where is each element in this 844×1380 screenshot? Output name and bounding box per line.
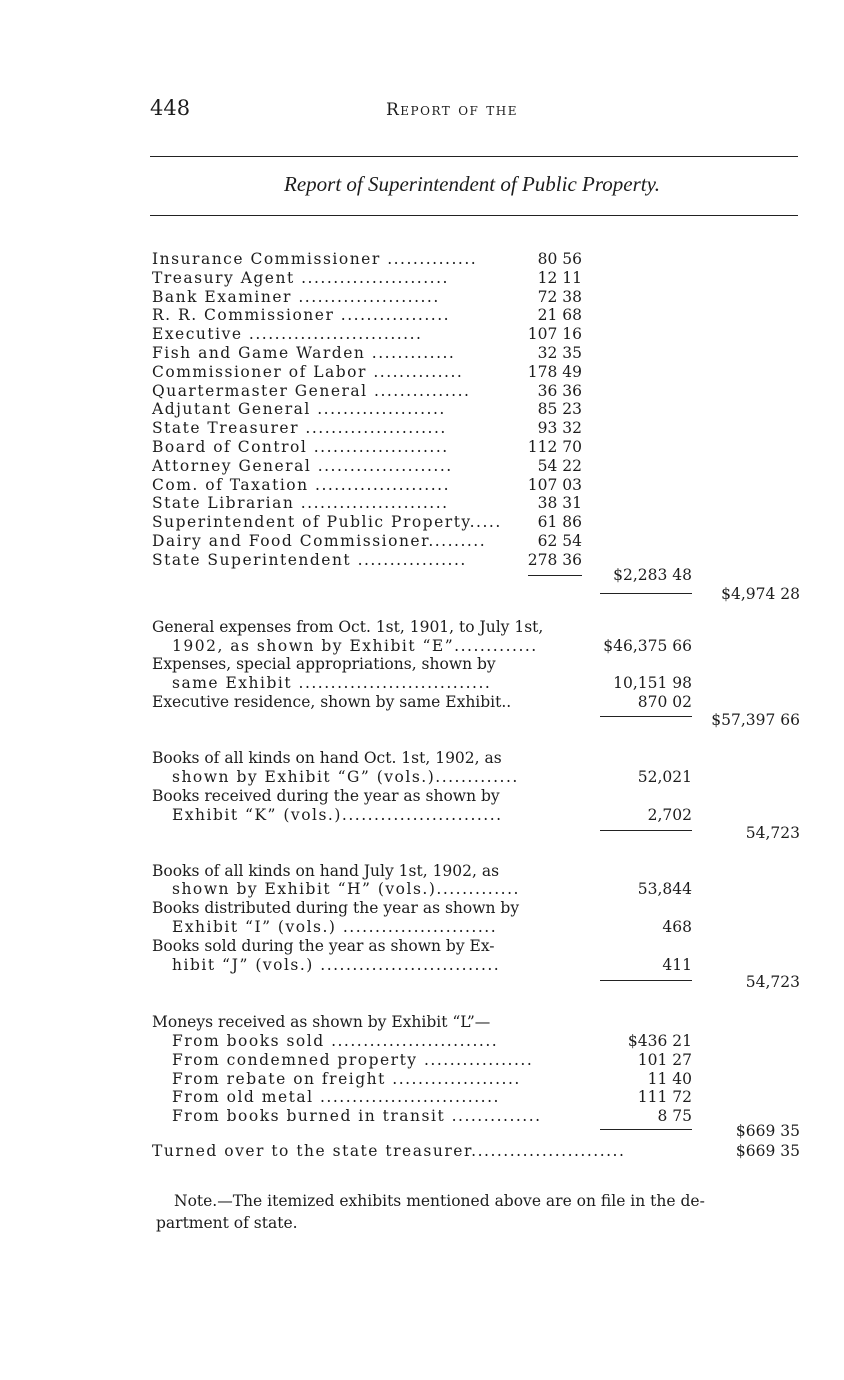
books-on-hand-line-2: shown by Exhibit “G” (vols.)............. 52,021: [172, 768, 692, 786]
department-label: Attorney General .....................: [152, 456, 453, 475]
department-amount: 112 70: [527, 438, 582, 456]
books-on-hand-amount-1: 52,021: [637, 768, 692, 786]
header-rule-bottom: [150, 215, 798, 216]
books-dist-amount-2: 468: [662, 918, 692, 936]
books-dist-total-row: [0, 973, 844, 992]
books-dist-line-3: Books distributed during the year as shown by: [152, 899, 520, 917]
general-line-5: Executive residence, shown by same Exhibit.. 870 02: [152, 693, 692, 711]
department-amount: 32 35: [537, 344, 582, 362]
department-label: State Treasurer ......................: [152, 419, 447, 438]
books-on-hand-line-1: Books of all kinds on hand Oct. 1st, 1902, as: [152, 749, 502, 767]
footnote: Note.—The itemized exhibits mentioned above are on file in the de- partment of state.: [156, 1192, 705, 1232]
moneys-amount: 101 27: [637, 1050, 692, 1069]
department-label: State Superintendent .................: [152, 550, 467, 569]
department-amount: 178 49: [527, 362, 582, 381]
dept-subtotal-row: [0, 566, 844, 585]
moneys-amount: 111 72: [637, 1088, 692, 1107]
department-row: [0, 250, 844, 269]
department-amount: 85 23: [537, 400, 582, 419]
moneys-label: From condemned property .................: [172, 1050, 534, 1069]
moneys-label: From books sold ..........................: [172, 1032, 499, 1050]
moneys-label: From old metal ............................: [172, 1088, 500, 1107]
department-row: [0, 288, 844, 307]
books-dist-line-1: Books of all kinds on hand July 1st, 1902, as: [152, 862, 500, 880]
department-amount: 38 31: [537, 494, 582, 513]
department-amount: 12 11: [537, 268, 582, 287]
department-label: Commissioner of Labor ..............: [152, 362, 464, 381]
books-on-hand-line-4: Exhibit “K” (vols.)......................... 2,702: [172, 806, 692, 824]
turned-over-amount: $669 35: [735, 1142, 800, 1160]
department-label: Fish and Game Warden .............: [152, 344, 456, 362]
books-dist-amount-1: 53,844: [637, 880, 692, 898]
department-row: [0, 513, 844, 532]
department-label: Superintendent of Public Property.....: [152, 513, 502, 532]
department-amount: 107 16: [527, 325, 582, 344]
general-total-row: [0, 711, 844, 730]
books-on-hand-line-3: Books received during the year as shown by: [152, 787, 500, 805]
department-amount: 62 54: [537, 532, 582, 550]
general-line-2: 1902, as shown by Exhibit “E”............. $46,375 66: [172, 637, 692, 655]
department-amount: 36 36: [537, 381, 582, 400]
department-label: Treasury Agent .......................: [152, 268, 449, 287]
department-label: Bank Examiner ......................: [152, 287, 440, 306]
general-line-4: same Exhibit .............................. 10,151 98: [172, 674, 692, 692]
department-row: [0, 306, 844, 325]
header-rule-top: [150, 156, 798, 157]
report-title: Report of Superintendent of Public Property.: [284, 172, 660, 196]
department-label: Adjutant General ....................: [152, 400, 446, 419]
general-line-1: General expenses from Oct. 1st, 1901, to July 1st,: [152, 618, 544, 636]
moneys-total-row: [0, 1122, 844, 1141]
department-amount: 54 22: [537, 456, 582, 475]
department-amount: 72 38: [537, 287, 582, 306]
department-row: [0, 419, 844, 438]
general-total: $57,397 66: [711, 711, 800, 729]
moneys-row: [0, 1070, 844, 1089]
department-row: [0, 325, 844, 344]
moneys-amount: $436 21: [627, 1032, 692, 1050]
department-row: [0, 382, 844, 401]
page-number: 448: [150, 96, 191, 120]
department-row: [0, 532, 844, 551]
department-row: [0, 344, 844, 363]
department-row: [0, 457, 844, 476]
department-amount: 107 03: [527, 475, 582, 494]
department-amount: 21 68: [537, 306, 582, 325]
general-line-3: Expenses, special appropriations, shown by: [152, 655, 496, 673]
general-amount-3: 870 02: [637, 693, 692, 711]
general-amount-2: 10,151 98: [613, 674, 692, 692]
dept-total: $4,974 28: [721, 585, 800, 603]
books-dist-line-4: Exhibit “I” (vols.) ........................ 468: [172, 918, 692, 936]
books-dist-amount-3: 411: [662, 956, 692, 974]
moneys-row: [0, 1032, 844, 1051]
turned-over-row: Turned over to the state treasurer........................ $669 35: [152, 1142, 800, 1160]
department-label: Dairy and Food Commissioner.........: [152, 532, 487, 550]
running-head: Report of the: [386, 100, 518, 120]
moneys-label: From rebate on freight ....................: [172, 1069, 521, 1088]
department-row: [0, 438, 844, 457]
department-row: [0, 363, 844, 382]
moneys-amount: 11 40: [647, 1069, 692, 1088]
department-amount: 93 32: [537, 419, 582, 438]
dept-subtotal: $2,283 48: [613, 566, 692, 584]
books-dist-line-2: shown by Exhibit “H” (vols.)............. 53,844: [172, 880, 692, 898]
moneys-row: [0, 1051, 844, 1070]
books-on-hand-total: 54,723: [745, 824, 800, 842]
books-dist-total: 54,723: [745, 973, 800, 991]
department-label: Board of Control .....................: [152, 438, 449, 456]
department-label: Quartermaster General ...............: [152, 381, 471, 400]
department-label: Executive ...........................: [152, 325, 423, 344]
books-dist-line-6: hibit “J” (vols.) ............................ 411: [172, 956, 692, 974]
department-amount: 80 56: [537, 250, 582, 268]
department-label: Com. of Taxation .....................: [152, 475, 450, 494]
dept-total-row: [0, 585, 844, 604]
moneys-row: [0, 1088, 844, 1107]
department-row: [0, 476, 844, 495]
books-on-hand-total-row: [0, 824, 844, 843]
general-amount-1: $46,375 66: [603, 637, 692, 655]
department-label: Insurance Commissioner ..............: [152, 250, 478, 268]
department-amount: 278 36: [527, 550, 582, 569]
moneys-total: $669 35: [735, 1122, 800, 1140]
moneys-label: From books burned in transit ..............: [172, 1107, 542, 1126]
department-row: [0, 269, 844, 288]
department-amount: 61 86: [537, 513, 582, 532]
books-dist-line-5: Books sold during the year as shown by Ex-: [152, 937, 495, 955]
department-row: [0, 494, 844, 513]
moneys-amount: 8 75: [657, 1107, 692, 1126]
books-on-hand-amount-2: 2,702: [647, 806, 692, 824]
department-label: R. R. Commissioner .................: [152, 306, 451, 325]
moneys-heading: Moneys received as shown by Exhibit “L”—: [152, 1013, 491, 1031]
department-row: [0, 400, 844, 419]
department-label: State Librarian .......................: [152, 494, 449, 513]
